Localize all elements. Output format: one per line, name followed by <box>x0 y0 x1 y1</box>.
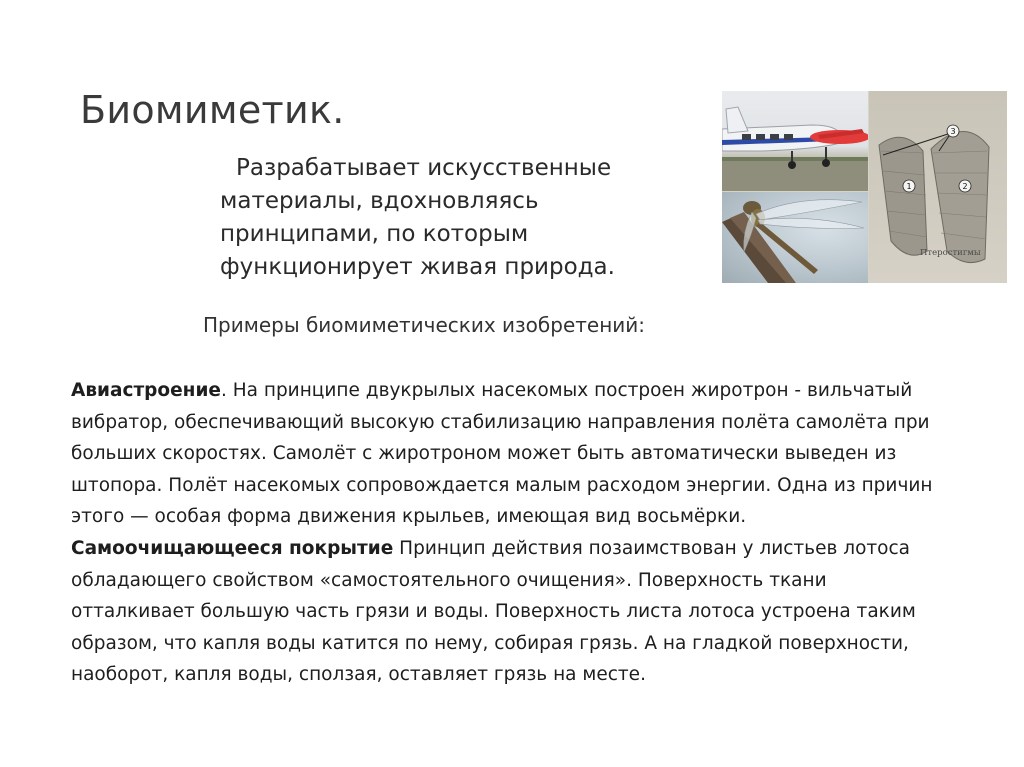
section-aviation-text: . На принципе двукрылых насекомых построен жиротрон - вильчатый вибратор, обеспечивающий высокую стабилизацию направления полёта самолёта при больших скоростях. Самолёт с жиротроном может быть автоматически выведен из штопора. Полёт насекомых сопровождается малым расходом энергии. Одна из причин этого — особая форма движения крыльев, имеющая вид восьмёрки. <box>71 380 933 528</box>
wing-label-1: 1 <box>906 182 912 191</box>
intro-line-3: принципами, по которым <box>220 221 529 247</box>
intro-text <box>220 152 700 284</box>
airplane-photo <box>722 91 868 191</box>
section-self-cleaning-text: Принцип действия позаимствован у листьев лотоса обладающего свойством «самостоятельного очищения». Поверхность ткани отталкивает большую часть грязи и воды. Поверхность листа лотоса устроена таким образом, что капля воды катится по нему, собирая грязь. А на гладкой поверхности, наоборот, капля воды, сползая, оставляет грязь на месте. <box>71 537 916 686</box>
slide-title: Биомиметик. <box>80 88 345 132</box>
wing-caption: Птеростигмы <box>920 248 981 258</box>
dragonfly-illustration <box>722 192 868 283</box>
section-aviation-term: Авиастроение <box>71 380 221 401</box>
section-self-cleaning <box>71 533 951 691</box>
dragonfly-photo <box>722 192 868 283</box>
section-self-cleaning-term: Самоочищающееся покрытие <box>71 537 394 559</box>
intro-line-4: функционирует живая природа. <box>220 254 615 280</box>
biomimetics-figure <box>722 91 1007 283</box>
wing-label-2: 2 <box>962 182 968 191</box>
wing-diagram-photo <box>869 91 1007 283</box>
section-aviation <box>71 375 951 533</box>
intro-line-2: материалы, вдохновляясь <box>220 188 539 214</box>
examples-heading: Примеры биомиметических изобретений: <box>203 313 646 337</box>
intro-line-1: Разрабатывает искусственные <box>236 155 612 181</box>
examples-body <box>71 375 951 691</box>
wing-label-3: 3 <box>950 127 956 136</box>
airplane-illustration <box>722 91 868 191</box>
